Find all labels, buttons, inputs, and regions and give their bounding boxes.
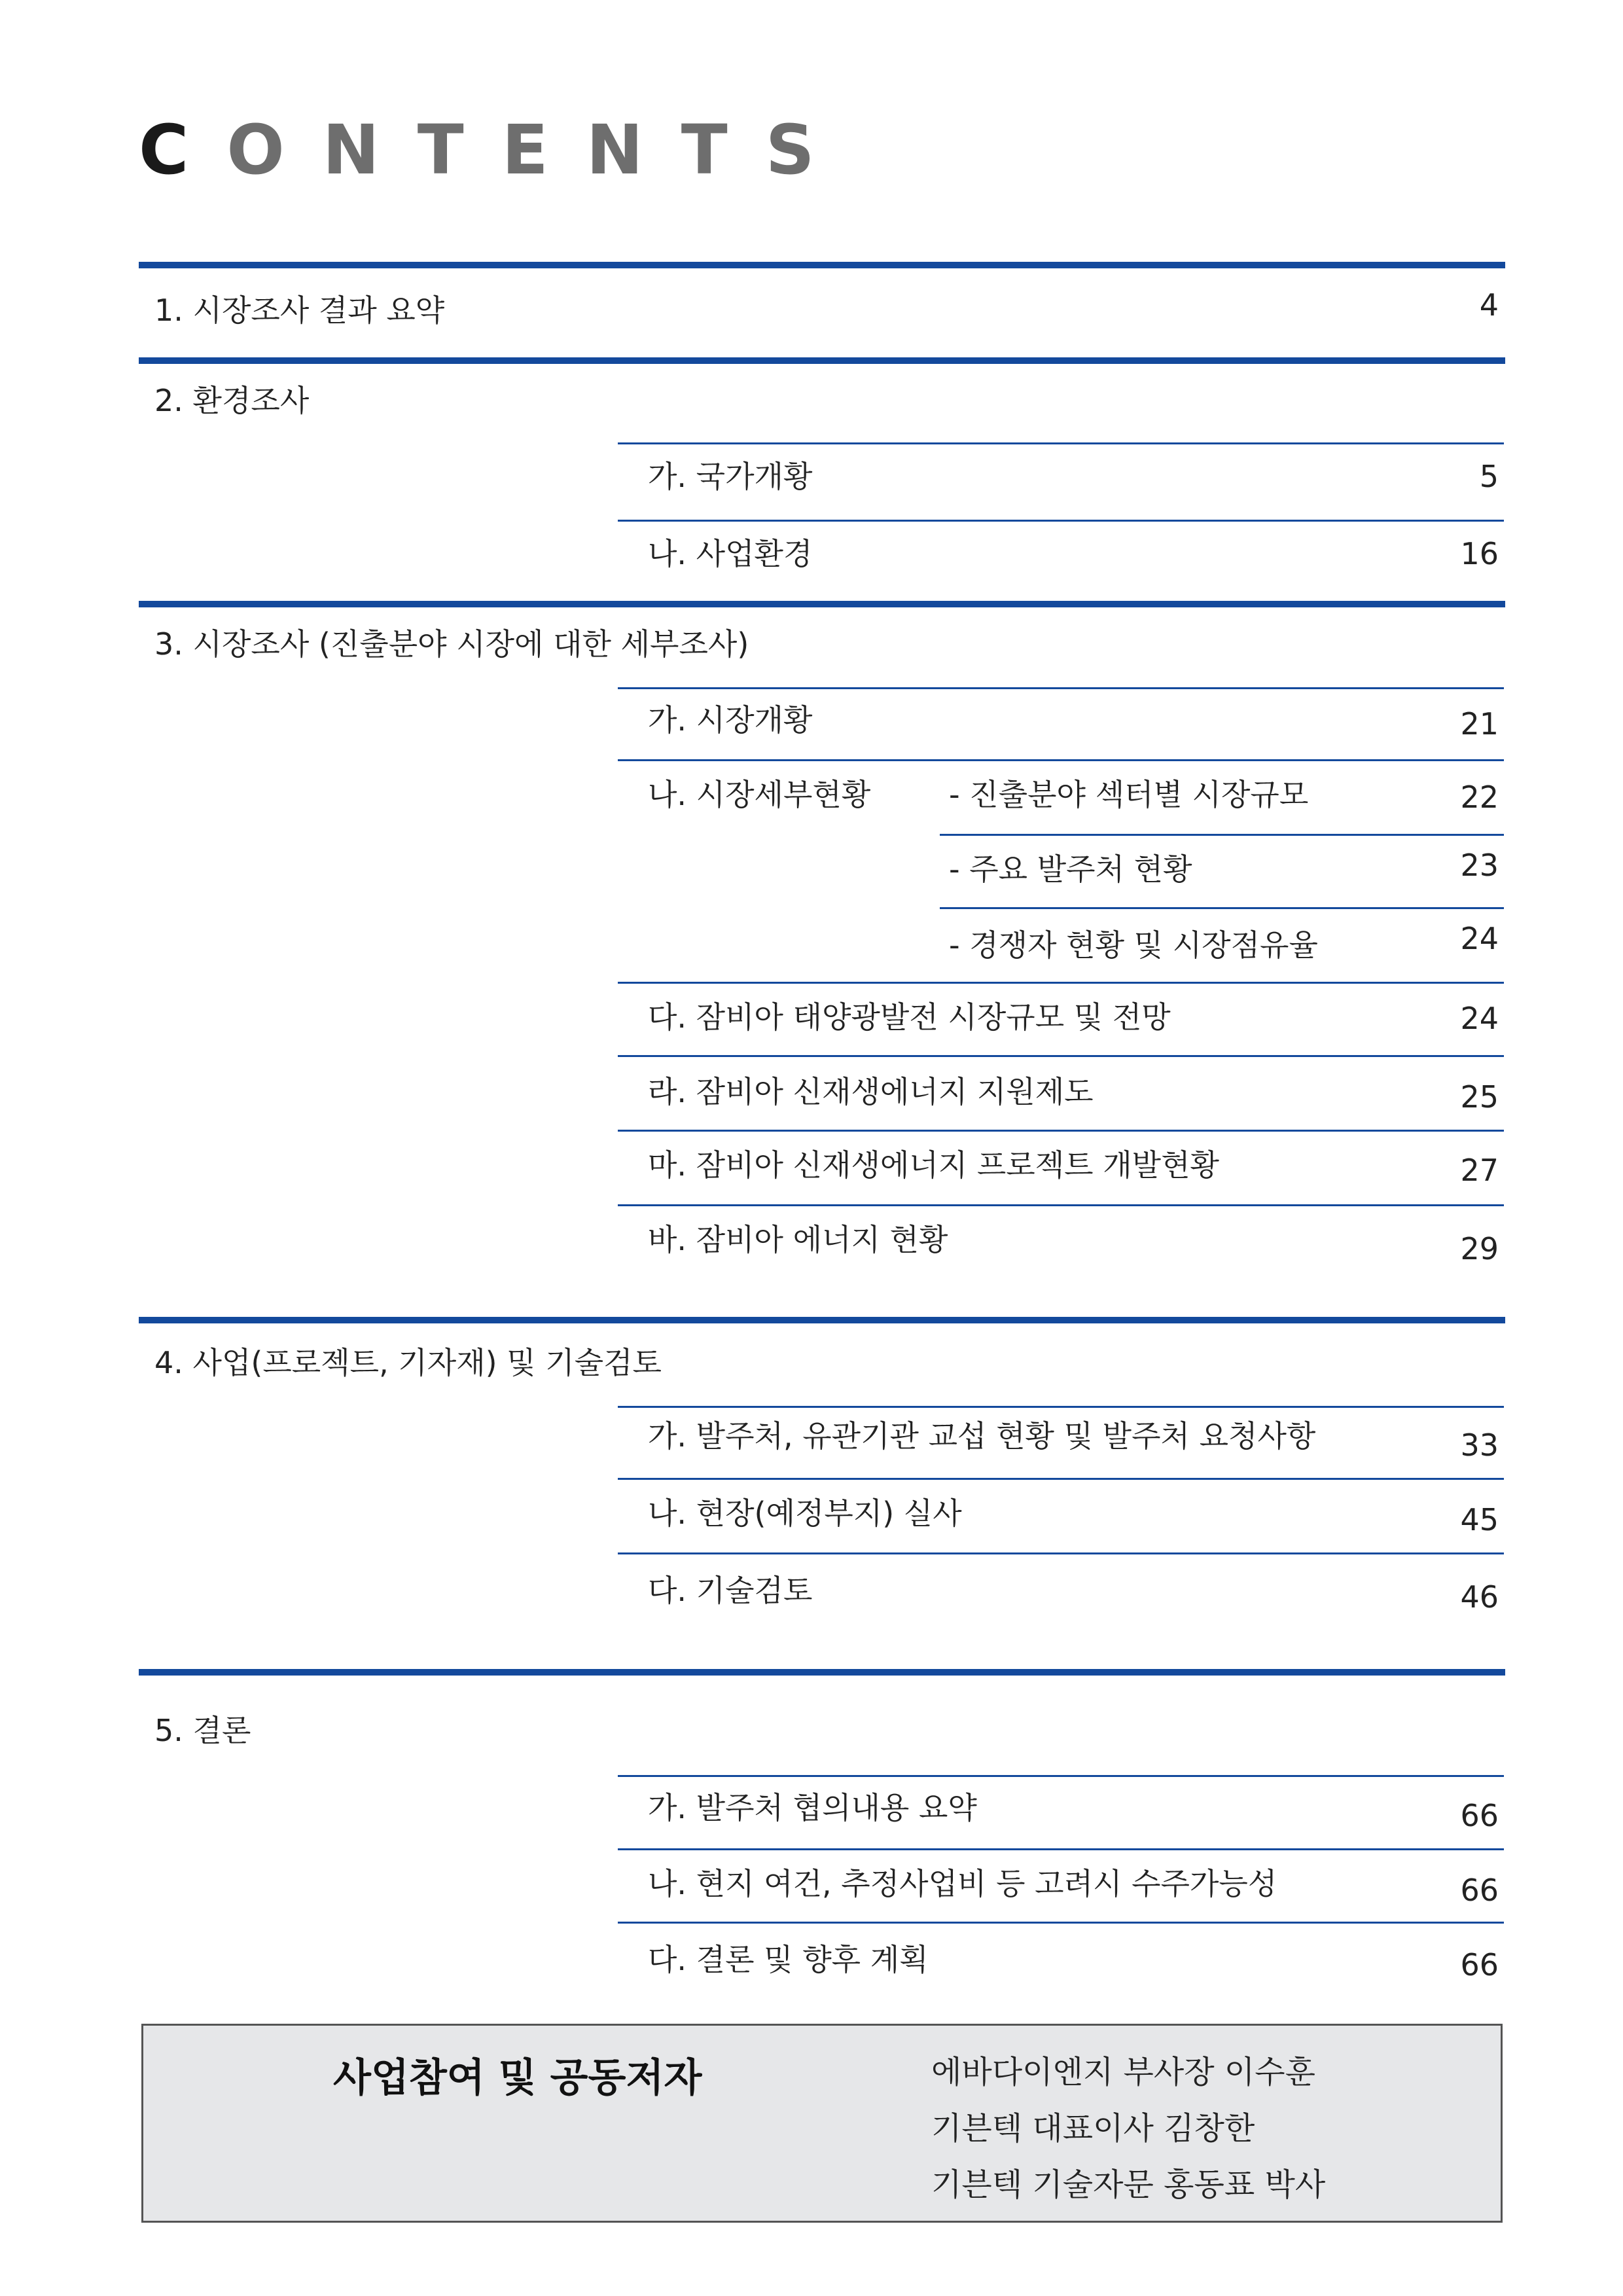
entry-divider: [618, 982, 1504, 984]
entry-divider: [618, 442, 1504, 444]
entry-divider: [618, 1406, 1504, 1408]
toc-page-5-da: 66: [1460, 1947, 1499, 1982]
title-initial: C: [139, 110, 227, 190]
entry-divider: [940, 834, 1504, 836]
authors-box: [141, 2024, 1503, 2223]
toc-page-3-na-1: 22: [1460, 780, 1499, 815]
toc-section-3[interactable]: 3. 시장조사 (진출분야 시장에 대한 세부조사): [154, 626, 749, 662]
toc-page-4-ga: 33: [1460, 1427, 1499, 1463]
toc-subentry-3-na-2[interactable]: - 주요 발주처 현황: [949, 852, 1192, 887]
toc-page-3-ma: 27: [1460, 1153, 1499, 1188]
author-line: 기븐텍 대표이사 김창한: [931, 2110, 1255, 2147]
author-line: 기븐텍 기술자문 홍동표 박사: [931, 2166, 1326, 2203]
toc-entry-4-da[interactable]: 다. 기술검토: [648, 1573, 813, 1608]
toc-page-4-da: 46: [1460, 1579, 1499, 1615]
toc-section-4[interactable]: 4. 사업(프로젝트, 기자재) 및 기술검토: [154, 1345, 662, 1380]
toc-subentry-3-na-3[interactable]: - 경쟁자 현황 및 시장점유율: [949, 927, 1318, 963]
entry-divider: [618, 1922, 1504, 1924]
entry-divider: [618, 1552, 1504, 1554]
toc-page-4-na: 45: [1460, 1502, 1499, 1537]
toc-entry-2-na[interactable]: 나. 사업환경: [648, 536, 813, 571]
toc-page-5-ga: 66: [1460, 1798, 1499, 1833]
toc-subentry-3-na-1[interactable]: - 진출분야 섹터별 시장규모: [949, 777, 1309, 812]
toc-entry-3-ga[interactable]: 가. 시장개황: [648, 702, 813, 738]
toc-page-2-ga: 5: [1479, 459, 1499, 494]
toc-page-3-ga: 21: [1460, 706, 1499, 742]
entry-divider: [618, 1055, 1504, 1057]
toc-entry-4-ga[interactable]: 가. 발주처, 유관기관 교섭 현황 및 발주처 요청사항: [648, 1418, 1316, 1454]
section-divider: [139, 1669, 1505, 1676]
toc-entry-4-na[interactable]: 나. 현장(예정부지) 실사: [648, 1496, 962, 1531]
entry-divider: [618, 1478, 1504, 1480]
toc-entry-3-ma[interactable]: 마. 잠비아 신재생에너지 프로젝트 개발현황: [648, 1147, 1219, 1183]
authors-title: 사업참여 및 공동저자: [333, 2055, 702, 2101]
toc-page-3-ra: 25: [1460, 1079, 1499, 1115]
toc-entry-3-ba[interactable]: 바. 잠비아 에너지 현황: [648, 1222, 948, 1257]
section-divider: [139, 262, 1505, 268]
toc-entry-2-ga[interactable]: 가. 국가개황: [648, 459, 813, 494]
toc-page-5-na: 66: [1460, 1873, 1499, 1908]
author-line: 에바다이엔지 부사장 이수훈: [931, 2054, 1315, 2090]
title-rest: ONTENTS: [226, 110, 853, 190]
toc-entry-3-da[interactable]: 다. 잠비아 태양광발전 시장규모 및 전망: [648, 999, 1171, 1035]
entry-divider: [618, 759, 1504, 761]
entry-divider: [940, 907, 1504, 909]
entry-divider: [618, 1130, 1504, 1132]
toc-section-1[interactable]: 1. 시장조사 결과 요약: [154, 293, 445, 328]
toc-page-3-ba: 29: [1460, 1231, 1499, 1266]
toc-entry-5-da[interactable]: 다. 결론 및 향후 계획: [648, 1942, 929, 1977]
toc-entry-3-na[interactable]: 나. 시장세부현황: [648, 777, 871, 812]
toc-entry-5-na[interactable]: 나. 현지 여건, 추정사업비 등 고려시 수주가능성: [648, 1866, 1277, 1901]
toc-page-3-na-2: 23: [1460, 848, 1499, 883]
toc-page-3-na-3: 24: [1460, 921, 1499, 956]
section-divider: [139, 1317, 1505, 1323]
entry-divider: [618, 687, 1504, 689]
toc-section-2[interactable]: 2. 환경조사: [154, 383, 310, 418]
toc-entry-3-ra[interactable]: 라. 잠비아 신재생에너지 지원제도: [648, 1074, 1094, 1109]
entry-divider: [618, 1848, 1504, 1850]
toc-page-2-na: 16: [1460, 536, 1499, 571]
entry-divider: [618, 1204, 1504, 1206]
toc-section-5[interactable]: 5. 결론: [154, 1713, 251, 1748]
section-divider: [139, 601, 1505, 607]
page-title: [139, 110, 853, 190]
entry-divider: [618, 520, 1504, 522]
section-divider: [139, 357, 1505, 364]
toc-page-1: 4: [1479, 287, 1499, 323]
toc-page-3-da: 24: [1460, 1001, 1499, 1036]
toc-entry-5-ga[interactable]: 가. 발주처 협의내용 요약: [648, 1790, 977, 1825]
entry-divider: [618, 1775, 1504, 1777]
